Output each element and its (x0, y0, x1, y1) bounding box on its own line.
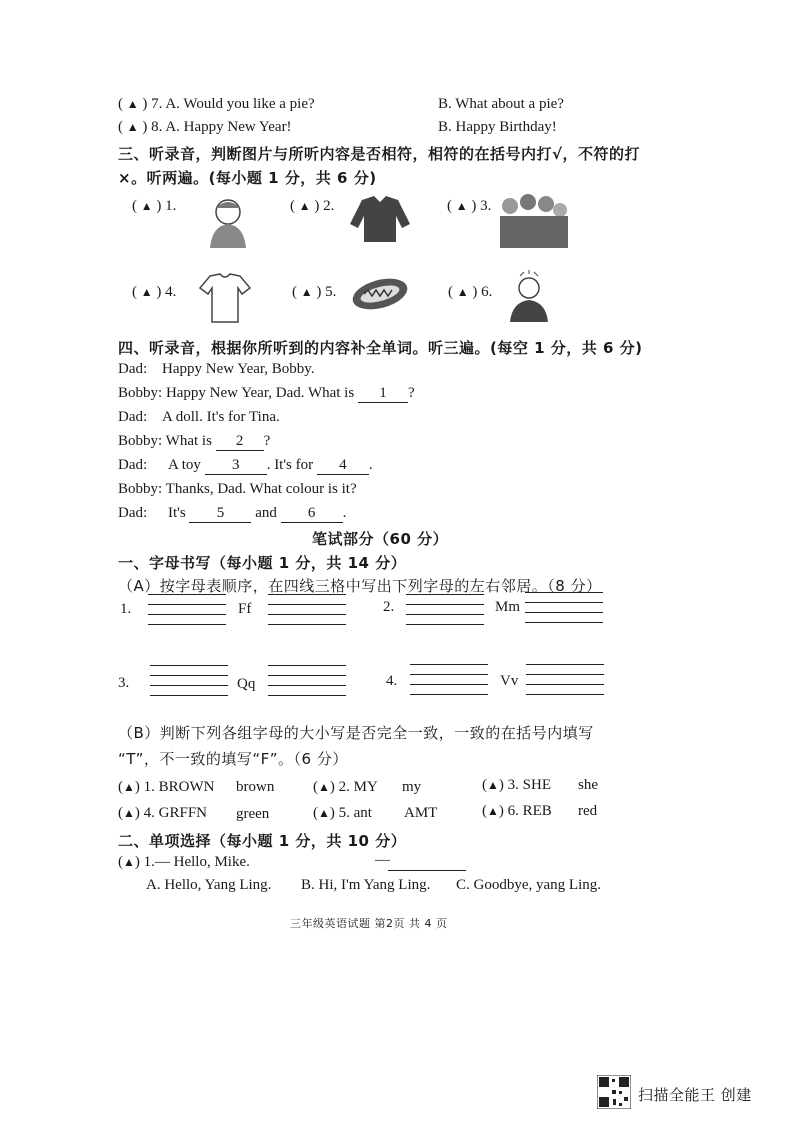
family-picture-icon (496, 190, 572, 250)
speaker: Dad: (118, 361, 148, 377)
four-line-grid[interactable] (150, 665, 228, 695)
option-b: B. Hi, I'm Yang Ling. (301, 877, 431, 893)
four-line-grid[interactable] (268, 594, 346, 624)
case-pair-1: (▲) 1. BROWN (118, 779, 215, 795)
upper: SHE (522, 777, 551, 793)
speaker: Bobby: (118, 433, 163, 449)
dialogue-line-6 (118, 481, 357, 498)
speaker: Bobby: (118, 385, 163, 401)
dialogue-text: It's (168, 505, 186, 521)
punctuation: . (342, 505, 347, 521)
item-number: 4. (165, 284, 177, 300)
letter-item-2-number: 2. (383, 599, 395, 615)
question-number: 7. (151, 96, 163, 112)
marker: ▲ (123, 806, 135, 820)
marker: ▲ (126, 97, 139, 111)
dialogue-line-7 (118, 505, 346, 523)
case-pair-4-lower: green (236, 806, 270, 822)
letter-item-3-number: 3. (118, 675, 130, 691)
upper: REB (522, 803, 552, 819)
case-pair-5: (▲) 5. ant (313, 805, 372, 821)
four-line-grid[interactable] (525, 592, 603, 622)
speaker: Bobby: (118, 481, 163, 497)
four-line-grid[interactable] (406, 594, 484, 624)
marker: ▲ (123, 780, 135, 794)
case-pair-2-lower: my (402, 779, 422, 795)
partA-title: （A）按字母表顺序，在四线三格中写出下列字母的左右邻居。（8 分） (118, 577, 602, 595)
upper: GRFFN (158, 805, 207, 821)
four-line-grid[interactable] (268, 665, 346, 695)
upper: ant (353, 805, 372, 821)
question-prompt: — Hello, Mike. (154, 854, 250, 870)
upper: BROWN (158, 779, 215, 795)
option-a: A. Hello, Yang Ling. (146, 877, 272, 893)
marker: ▲ (487, 804, 499, 818)
dialogue-text: Happy New Year, Dad. What is (165, 385, 355, 401)
dialogue-line-2 (118, 385, 415, 403)
four-line-grid[interactable] (526, 664, 604, 694)
option-a: A. Would you like a pie? (165, 96, 315, 112)
punctuation: ? (407, 385, 415, 401)
dialogue-text: Happy New Year, Bobby. (162, 361, 315, 377)
item-number: 5. (325, 284, 337, 300)
dialogue-text: A toy (168, 457, 201, 473)
written-part-header: 笔试部分（60 分） (312, 530, 449, 548)
item-number: 6. (481, 284, 493, 300)
letter-item-4: Vv (500, 673, 519, 689)
blank-1[interactable]: 1 (358, 385, 408, 403)
pair-number: 6. (507, 803, 519, 819)
picture-item-6: ( ▲ ) 6. (448, 284, 493, 300)
watermark-text: 扫描全能王 创建 (638, 1086, 752, 1104)
case-pair-6: (▲) 6. REB (482, 803, 552, 819)
question-8: ( ▲ ) 8. A. Happy New Year! (118, 119, 292, 135)
answer-line[interactable] (388, 870, 466, 871)
case-pair-3: (▲) 3. SHE (482, 777, 551, 793)
case-pair-2: (▲) 2. MY (313, 779, 378, 795)
marker: ▲ (126, 120, 139, 134)
pair-number: 5. (338, 805, 350, 821)
marker: ▲ (318, 806, 330, 820)
partB-title-line2: “T”，不一致的填写“F”。（6 分） (118, 750, 348, 768)
case-pair-3-lower: she (578, 777, 598, 793)
item-number: 3. (480, 198, 492, 214)
dialogue-line-3 (118, 409, 280, 426)
marker: ▲ (487, 778, 499, 792)
pair-number: 3. (507, 777, 519, 793)
letter-item-3: Qq (237, 676, 256, 692)
picture-item-3: ( ▲ ) 3. (447, 198, 492, 214)
dialogue-text: Thanks, Dad. What colour is it? (165, 481, 357, 497)
qr-code-icon (597, 1075, 631, 1109)
option-c: C. Goodbye, yang Ling. (456, 877, 601, 893)
question-8-option-b: B. Happy Birthday! (438, 119, 557, 135)
section3-title-line2: ×。听两遍。(每小题 1 分，共 6 分) (118, 169, 377, 187)
dialogue-line-4 (118, 433, 270, 451)
hotdog-picture-icon (350, 274, 410, 314)
picture-item-1: ( ▲ ) 1. (132, 198, 177, 214)
speaker: Dad: (118, 457, 148, 473)
case-pair-5-lower: AMT (404, 805, 438, 821)
item-number: 2. (323, 198, 335, 214)
letter-item-2: Mm (495, 599, 521, 615)
dialogue-text: and (255, 505, 277, 521)
blank-4[interactable]: 4 (317, 457, 369, 475)
question-number: 1. (143, 854, 155, 870)
marker: ▲ (456, 285, 469, 299)
letter-item-1: Ff (238, 601, 252, 617)
part2-title: 二、单项选择（每小题 1 分，共 10 分） (118, 832, 407, 850)
page-footer: 三年级英语试题 第2页 共 4 页 (290, 917, 448, 930)
marker: ▲ (140, 285, 153, 299)
dialogue-text: A doll. It's for Tina. (162, 409, 280, 425)
part1-title: 一、字母书写（每小题 1 分，共 14 分） (118, 554, 407, 572)
picture-item-5: ( ▲ ) 5. (292, 284, 337, 300)
letter-item-1-number: 1. (120, 601, 132, 617)
marker: ▲ (140, 199, 153, 213)
marker: ▲ (318, 780, 330, 794)
blank-5[interactable]: 5 (189, 505, 251, 523)
option-a: A. Happy New Year! (165, 119, 292, 135)
section3-title-line1: 三、听录音，判断图片与所听内容是否相符，相符的在括号内打√，不符的打 (118, 145, 641, 163)
dialogue-line-1 (118, 361, 315, 378)
dialogue-text: What is (165, 433, 212, 449)
dialogue-line-5 (118, 457, 373, 475)
girl-picture-icon (200, 192, 256, 250)
item-number: 1. (165, 198, 177, 214)
case-pair-1-lower: brown (236, 779, 275, 795)
punctuation: ? (263, 433, 271, 449)
section4-title: 四、听录音，根据你所听到的内容补全单词。听三遍。(每空 1 分，共 6 分) (118, 339, 643, 357)
marker: ▲ (123, 855, 135, 869)
letter-item-4-number: 4. (386, 673, 398, 689)
case-pair-6-lower: red (578, 803, 598, 819)
blank-3[interactable]: 3 (205, 457, 267, 475)
pair-number: 2. (338, 779, 350, 795)
blank-6[interactable]: 6 (281, 505, 343, 523)
jacket-picture-icon (348, 194, 412, 244)
choice-question-1: (▲) 1.— Hello, Mike. (118, 854, 250, 870)
four-line-grid[interactable] (148, 594, 226, 624)
picture-item-2: ( ▲ ) 2. (290, 198, 335, 214)
speaker: Dad: (118, 505, 148, 521)
boy-picture-icon (504, 270, 554, 324)
question-7: ( ▲ ) 7. A. Would you like a pie? (118, 96, 315, 112)
marker: ▲ (455, 199, 468, 213)
speaker: Dad: (118, 409, 148, 425)
marker: ▲ (298, 199, 311, 213)
pair-number: 4. (143, 805, 155, 821)
upper: MY (353, 779, 378, 795)
answer-dash: — (375, 852, 390, 868)
picture-item-4: ( ▲ ) 4. (132, 284, 177, 300)
question-7-option-b: B. What about a pie? (438, 96, 564, 112)
blank-2[interactable]: 2 (216, 433, 264, 451)
partB-title-line1: （B）判断下列各组字母的大小写是否完全一致，一致的在括号内填写 (118, 724, 594, 742)
marker: ▲ (300, 285, 313, 299)
tshirt-picture-icon (198, 272, 252, 324)
four-line-grid[interactable] (410, 664, 488, 694)
dialogue-text: . It's for (266, 457, 314, 473)
case-pair-4: (▲) 4. GRFFN (118, 805, 207, 821)
question-number: 8. (151, 119, 163, 135)
punctuation: . (368, 457, 373, 473)
pair-number: 1. (143, 779, 155, 795)
